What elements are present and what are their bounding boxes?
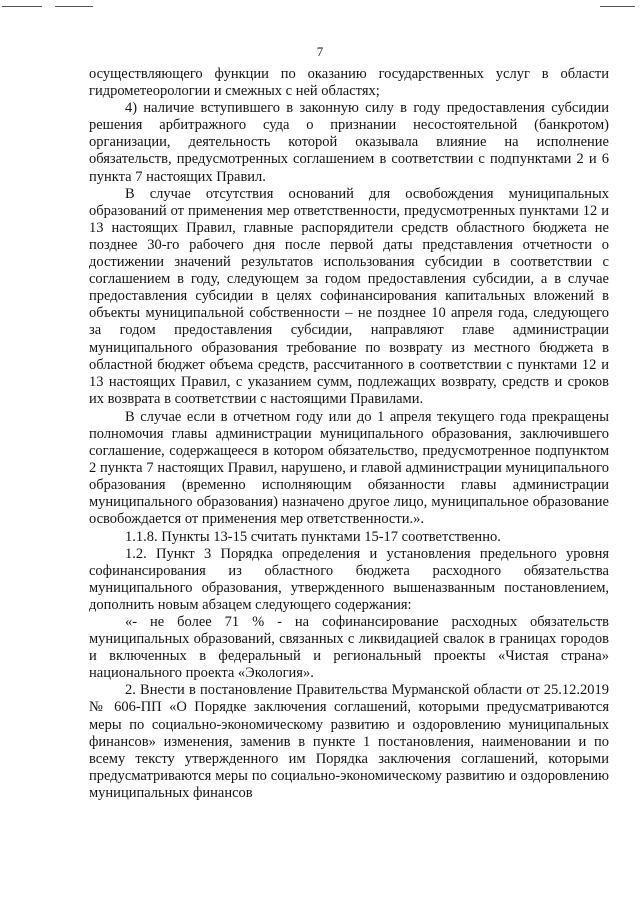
page-number: 7 — [316, 44, 324, 59]
paragraph: 2. Внести в постановление Правительства Мурманской области от 25.12.2019 № 606-ПП «О Порядке заключения соглашений, которыми предусматриваются меры по социально-экономическому развитию и оздоровлению муниципальных финансов» изменения, заменив в пункте 1 постановления, наименовании и по всему тексту утвержденного им Порядка заключения соглашений, которыми предусматриваются меры по социально-экономическому развитию и оздоровлению муниципальных финансов — [89, 682, 609, 801]
paragraph: В случае отсутствия оснований для освобождения муниципальных образований от применения мер ответственности, предусмотренных пунктами 12 и 13 настоящих Правил, главные распорядители средств областного бюджета не позднее 30-го рабочего дня после первой даты представления отчетности о достижении значений результатов использования субсидии в соответствии с соглашением в году, следующем за годом предоставления субсидии, а в случае предоставления субсидии в целях софинансирования капитальных вложений в объекты муниципальной собственности – не позднее 10 апреля года, следующего за годом предоставления субсидии, направляют главе администрации муниципального образования требование по возврату из местного бюджета в областной бюджет объема средств, рассчитанного в соответствии с пунктами 12 и 13 настоящих Правил, с указанием сумм, подлежащих возврату, средств и сроков их возврата в соответствии с настоящими Правилами. — [89, 185, 609, 407]
paragraph: 1.2. Пункт 3 Порядка определения и установления предельного уровня софинансирования из областного бюджета расходного обязательства муниципального образования, утвержденного вышеназванным постановлением, дополнить новым абзацем следующего содержания: — [89, 545, 609, 613]
paragraph: осуществляющего функции по оказанию государственных услуг в области гидрометеорологии и смежных с ней областях; — [89, 66, 609, 100]
top-edge-line — [600, 6, 635, 7]
document-body — [89, 66, 609, 802]
paragraph: 4) наличие вступившего в законную силу в году предоставления субсидии решения арбитражного суда о признании несостоятельной (банкротом) организации, деятельность которой оказывала влияние на исполнение обязательств, предусмотренных соглашением в соответствии с подпунктами 2 и 6 пункта 7 настоящих Правил. — [89, 100, 609, 185]
paragraph: «- не более 71 % - на софинансирование расходных обязательств муниципальных образований, связанных с ликвидацией свалок в границах городов и включенных в федеральный и региональный проекты «Чистая страна» национального проекта «Экология». — [89, 614, 609, 682]
paragraph: В случае если в отчетном году или до 1 апреля текущего года прекращены полномочия главы администрации муниципального образования, заключившего соглашение, содержащееся в котором обязательство, предусмотренное подпунктом 2 пункта 7 настоящих Правил, нарушено, и главой администрации муниципального образования (временно исполняющим обязанности главы администрации муниципального образования) назначено другое лицо, муниципальное образование освобождается от применения мер ответственности.». — [89, 408, 609, 528]
paragraph: 1.1.8. Пункты 13-15 считать пунктами 15-17 соответственно. — [125, 528, 501, 545]
top-edge-line — [2, 6, 42, 7]
top-edge-line — [55, 6, 93, 7]
